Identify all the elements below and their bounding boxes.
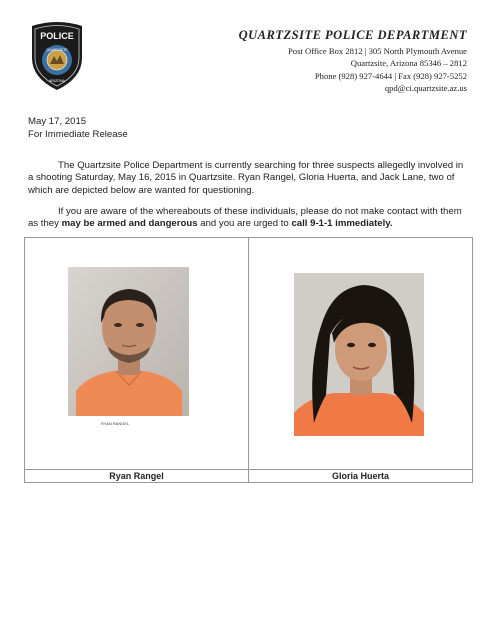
body-paragraph-2 — [28, 206, 468, 231]
release-date: May 17, 2015 — [28, 116, 87, 127]
suspect-photo-1 — [68, 267, 189, 416]
photo-name-tag: RYAN RANGEL — [101, 421, 130, 426]
letterhead — [239, 28, 467, 95]
suspect-name-2: Gloria Huerta — [331, 471, 389, 481]
suspect-name-1: Ryan Rangel — [25, 470, 249, 483]
body-paragraph-1: The Quartzsite Police Department is currently searching for three suspects allegedly involved in a shooting Saturday, May 16, 2015 in Quartzsite. Ryan Rangel, Gloria Huerta, and Jack Lane, two of which are depicted below are wanted for questioning. — [28, 160, 464, 196]
badge-top-text: POLICE — [40, 31, 74, 41]
police-badge-logo — [28, 20, 86, 92]
p2-text-2: and you are urged to — [197, 218, 292, 230]
badge-ring-text: QUARTZSITE — [46, 48, 68, 52]
release-header — [28, 116, 128, 141]
suspect-cell-1 — [25, 238, 249, 469]
suspect-photo-table — [24, 237, 473, 483]
p2-text-1: If you are aware of the whereabouts of these individuals, please do not make contact with them as they — [28, 206, 462, 230]
phone-fax-line: Phone (928) 927-4644 | Fax (928) 927-5252 — [314, 70, 467, 81]
armed-warning: may be armed and dangerous — [61, 218, 198, 230]
badge-bottom-text: ARIZONA — [49, 79, 65, 83]
email-address[interactable]: qpd@ci.quartzsite.az.us — [384, 83, 467, 94]
call-911-instruction: call 9-1-1 immediately. — [291, 218, 393, 230]
address-line-1: Post Office Box 2812 | 305 North Plymouth Avenue — [288, 46, 467, 56]
suspect-photo-2 — [294, 273, 424, 436]
suspect-cell-2 — [249, 238, 472, 469]
department-name: QUARTZSITE POLICE DEPARTMENT — [238, 28, 467, 42]
address-line-2: Quartzsite, Arizona 85346 – 2812 — [350, 58, 467, 69]
release-type: For Immediate Release — [28, 128, 128, 140]
caption-row — [25, 469, 472, 483]
